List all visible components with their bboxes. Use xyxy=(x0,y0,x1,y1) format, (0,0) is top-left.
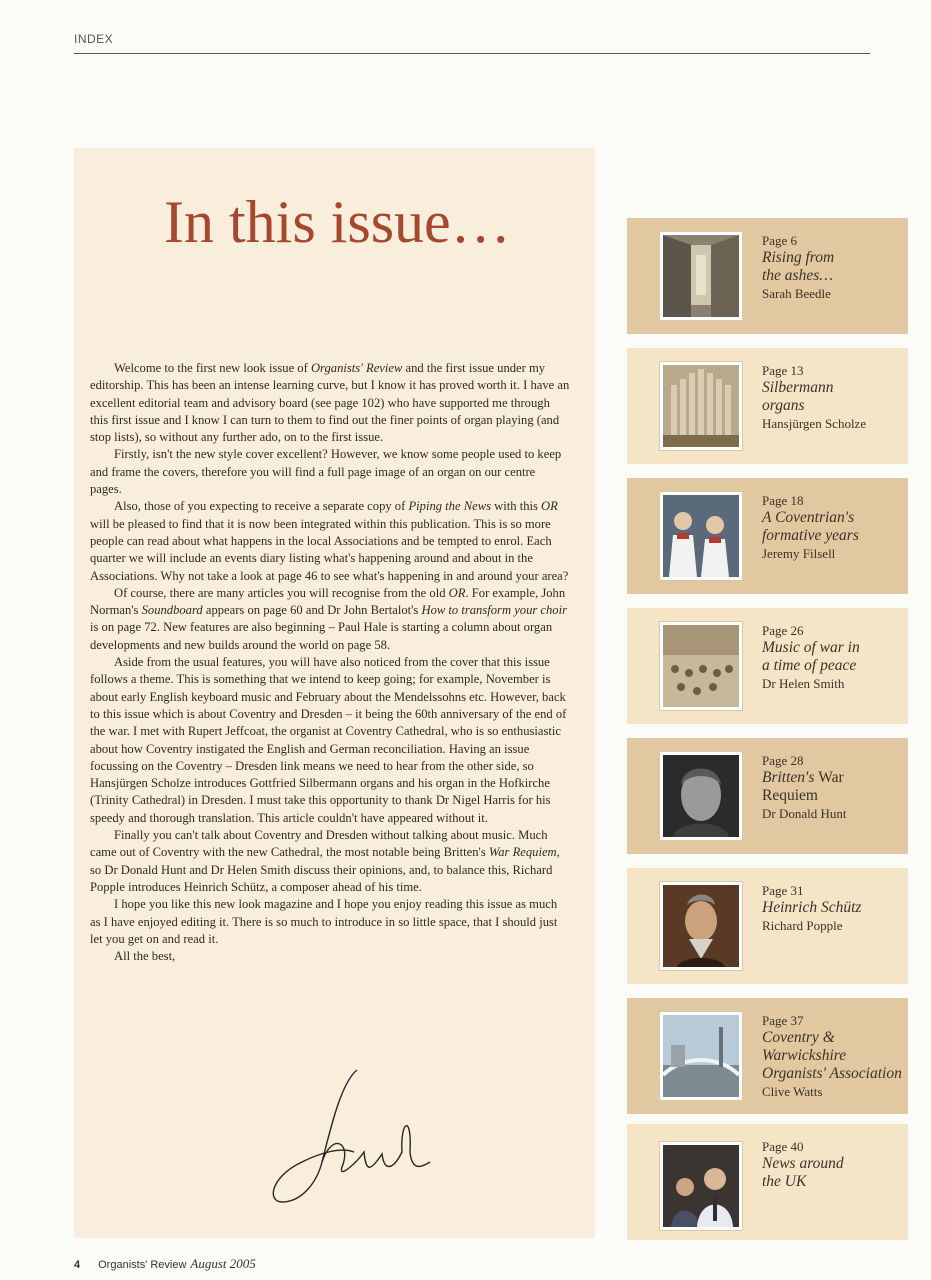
painted-portrait xyxy=(660,882,742,970)
choirboys-photo xyxy=(660,492,742,580)
toc-author: Richard Popple xyxy=(762,918,843,933)
toc-title: Coventry & Warwickshire Organists' Association xyxy=(762,1029,902,1082)
toc-item[interactable] xyxy=(627,218,908,334)
toc-author: Dr Helen Smith xyxy=(762,676,845,691)
toc-title: Heinrich Schütz xyxy=(762,899,862,916)
page-title: In this issue… xyxy=(164,189,511,255)
toc-title: Silbermann organs xyxy=(762,379,834,414)
bridge-photo xyxy=(660,1012,742,1100)
toc-title: Rising from the ashes… xyxy=(762,249,835,284)
toc-item[interactable] xyxy=(627,998,908,1114)
organ-pipes-photo xyxy=(660,362,742,450)
toc-author: Hansjürgen Scholze xyxy=(762,416,867,431)
toc-title: Music of war in a time of peace xyxy=(762,639,860,674)
section-label: INDEX xyxy=(74,32,114,46)
page-number: 4 xyxy=(74,1259,81,1271)
toc-title: News around the UK xyxy=(762,1155,844,1190)
toc-author: Clive Watts xyxy=(762,1084,823,1099)
two-men-photo xyxy=(660,1142,742,1230)
issue-date: August 2005 xyxy=(190,1256,256,1271)
toc-page: Page 6 xyxy=(762,233,798,248)
paragraph: Aside from the usual features, you will have also noticed from the cover that this issue follows a theme. This is something that we intend to keep going; for example, November is about early English keyboard music and February about the Mendelssohns etc. However, back to this issue which is about Coventry and Dresden – it being the 60th anniversary of the end of the war. I met with Rupert Jeffcoat, the organist at Coventry Cathedral, who is so enthusiastic about how Coventry instigated the English and German reconciliation. Having an issue focussing on the Coventry – Dresden link means we need to hear from the other side, so Hansjürgen Scholze introduces Gottfried Silbermann organs and his organ in the Hofkirche (Trinity Cathedral) in Dresden. I must take this opportunity to thank Dr Nigel Harris for his speedy and thorough translation. This article couldn't have appeared without it. xyxy=(90,655,567,825)
toc-page: Page 13 xyxy=(762,363,804,378)
signature-image xyxy=(262,1062,432,1212)
toc-item[interactable] xyxy=(627,478,908,594)
toc-title: A Coventrian's formative years xyxy=(762,509,859,544)
toc-page: Page 26 xyxy=(762,623,804,638)
toc-author: Sarah Beedle xyxy=(762,286,831,301)
toc-author: Jeremy Filsell xyxy=(762,546,836,561)
toc-page: Page 28 xyxy=(762,753,804,768)
orchestra-photo xyxy=(660,622,742,710)
toc-item[interactable] xyxy=(627,738,908,854)
magazine-name: Organists' Review xyxy=(98,1259,187,1271)
toc-page: Page 31 xyxy=(762,883,804,898)
toc-page: Page 37 xyxy=(762,1013,804,1028)
paragraph: Welcome to the first new look issue of Organists' Review and the first issue under my editorship. This has been an intense learning curve, but I know it has proved worth it. I have an excellent editorial team and advisory board (see page 102) who have supported me through this first issue and I know I can turn to them to find out the finer points of organ playing (and stop lists), so without any further ado, on to the first issue. xyxy=(90,361,570,445)
portrait-photo xyxy=(660,752,742,840)
paragraph: I hope you like this new look magazine and I hope you enjoy reading this issue as much as I have enjoyed editing it. There is so much to introduce in so little space, that I should just let you get on and read it. xyxy=(90,897,558,946)
toc-item[interactable] xyxy=(627,868,908,984)
page-footer xyxy=(74,1256,256,1272)
header-rule xyxy=(74,53,870,54)
toc-item[interactable] xyxy=(627,608,908,724)
paragraph: Firstly, isn't the new style cover excellent? However, we know some people used to keep and frame the covers, therefore you will find a full page image of an organ on our centre pages. xyxy=(90,447,562,497)
paragraph: Of course, there are many articles you will recognise from the old OR. For example, John Norman's Soundboard appears on page 60 and Dr John Bertalot's How to transform your choir is on page 72. New features are also beginning – Paul Hale is starting a column about organ developments and new builds around the world on page 58. xyxy=(90,585,568,652)
paragraph: Finally you can't talk about Coventry and Dresden without talking about music. Much came out of Coventry with the new Cathedral, the most notable being Britten's War Requiem, so Dr Donald Hunt and Dr Helen Smith discuss their opinions, and, to balance this, Richard Popple introduces Heinrich Schütz, a composer ahead of his time. xyxy=(90,828,560,894)
toc-author: Dr Donald Hunt xyxy=(762,806,847,821)
toc-item[interactable] xyxy=(627,348,908,464)
toc-item[interactable] xyxy=(627,1124,908,1240)
editorial-text xyxy=(90,360,570,965)
toc-page: Page 40 xyxy=(762,1139,804,1154)
sign-off: All the best, xyxy=(114,949,176,964)
toc-title: Britten's War Requiem xyxy=(762,769,844,804)
cathedral-interior-photo xyxy=(660,232,742,320)
toc-page: Page 18 xyxy=(762,493,804,508)
paragraph: Also, those of you expecting to receive a separate copy of Piping the News with this OR will be pleased to find that it is now been integrated within this publication. This is so more people can read about what happens in the local Associations and be tempted to enrol. Each quarter we will include an events diary listing what's happening around and about in the Associations. Why not take a look at page 46 to see what's happening in and around your area? xyxy=(90,499,569,583)
